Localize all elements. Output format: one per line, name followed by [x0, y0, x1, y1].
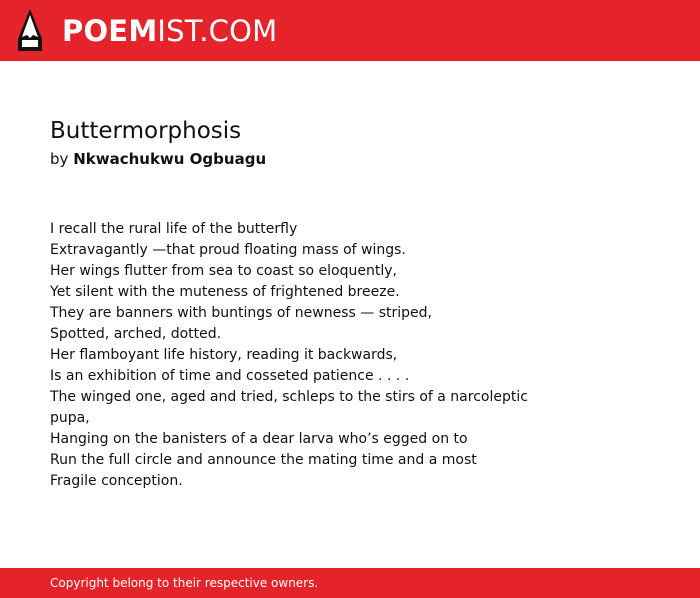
poem-line: Her flamboyant life history, reading it backwards, [50, 347, 398, 363]
poem-line: Extravagantly —that proud floating mass of wings. [50, 242, 406, 258]
poem-title: Buttermorphosis [50, 118, 242, 144]
poem-line: The winged one, aged and tried, schleps to the stirs of a narcoleptic [50, 389, 528, 405]
poem-line: Spotted, arched, dotted. [50, 326, 222, 342]
site-header [0, 0, 700, 61]
site-footer [0, 568, 700, 598]
copyright-notice: Copyright belong to their respective owners. [50, 576, 319, 590]
poem-body [50, 219, 550, 492]
poem-line: Hanging on the banisters of a dear larva who’s egged on to [50, 431, 468, 447]
poem-author: Nkwachukwu Ogbuagu [73, 150, 267, 168]
poem-line: Her wings flutter from sea to coast so eloquently, [50, 263, 397, 279]
poem-byline [50, 149, 266, 169]
by-label: by [50, 150, 69, 168]
poem-line: Fragile conception. [50, 473, 183, 489]
poem-line: They are banners with buntings of newness — striped, [50, 305, 432, 321]
poem-line: Yet silent with the muteness of frightened breeze. [50, 284, 400, 300]
logo-light-text: IST.COM [157, 14, 278, 48]
logo-bold-text: POEM [62, 14, 158, 48]
poem-line: pupa, [50, 410, 90, 426]
site-logo[interactable] [62, 12, 277, 50]
poem-line: Is an exhibition of time and cosseted patience . . . . [50, 368, 410, 384]
poem-line: I recall the rural life of the butterfly [50, 221, 298, 237]
pencil-tip-icon[interactable] [18, 9, 42, 51]
poem-line: Run the full circle and announce the mating time and a most [50, 452, 477, 468]
